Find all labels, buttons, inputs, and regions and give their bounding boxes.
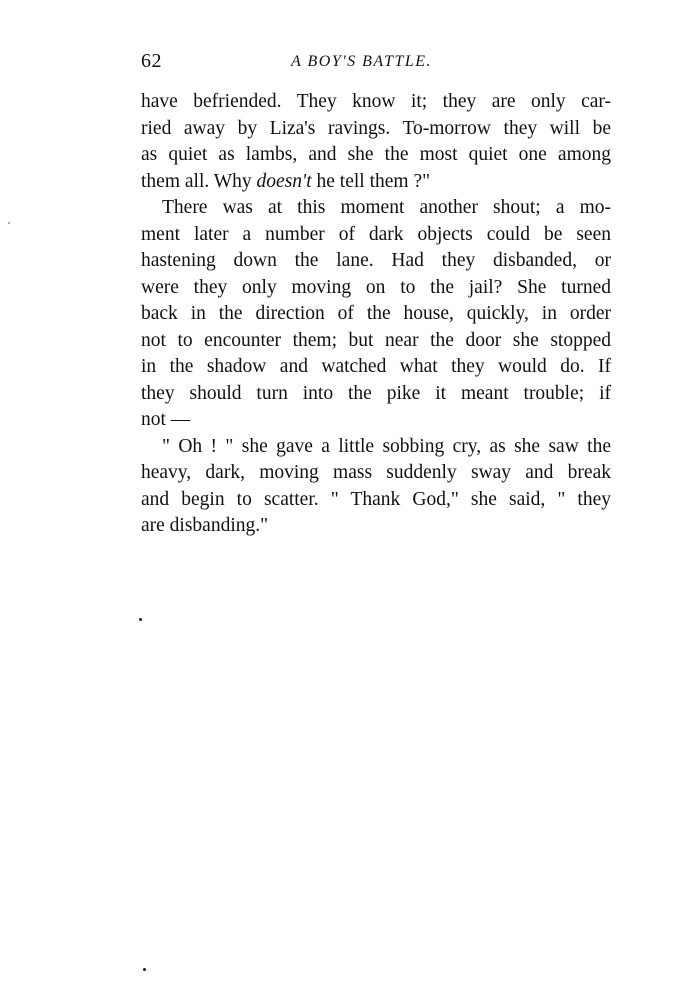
text-segment: them all. Why	[141, 170, 257, 192]
body-text	[141, 89, 611, 540]
page-number: 62	[141, 50, 162, 72]
text-line: back in the direction of the house, quickly, in order	[141, 303, 611, 324]
text-line: There was at this moment another shout; a mo-	[162, 197, 611, 218]
text-line	[141, 169, 611, 196]
italic-emphasis: doesn't	[256, 170, 312, 192]
text-line: have befriended. They know it; they are only car-	[141, 91, 611, 112]
paragraph-3	[141, 434, 611, 540]
paragraph-2	[141, 195, 611, 434]
text-line: hastening down the lane. Had they disbanded, or	[141, 250, 611, 271]
text-line: they should turn into the pike it meant trouble; if	[141, 382, 611, 404]
paragraph-1	[141, 89, 611, 195]
paper-speck	[143, 968, 146, 971]
text-line: not to encounter them; but near the door she stopped	[141, 329, 611, 351]
paper-speck	[8, 222, 10, 224]
text-line: ried away by Liza's ravings. To-morrow they will be	[141, 117, 611, 139]
text-line: are disbanding."	[141, 515, 269, 536]
text-line: as quiet as lambs, and she the most quiet one among	[141, 144, 611, 165]
running-head: A BOY'S BATTLE.	[291, 53, 433, 70]
text-line: and begin to scatter. " Thank God," she said, " they	[141, 488, 611, 510]
text-line: " Oh ! " she gave a little sobbing cry, as she saw the	[162, 435, 611, 457]
text-line: in the shadow and watched what they would do. If	[141, 356, 611, 377]
page-header	[141, 50, 611, 78]
text-line: ment later a number of dark objects could be seen	[141, 223, 611, 245]
text-line: heavy, dark, moving mass suddenly sway and break	[141, 462, 611, 483]
paper-speck	[139, 618, 142, 621]
text-line: were they only moving on to the jail? She turned	[141, 276, 611, 298]
text-line: not —	[141, 409, 191, 430]
text-segment: he tell them ?"	[311, 170, 431, 192]
